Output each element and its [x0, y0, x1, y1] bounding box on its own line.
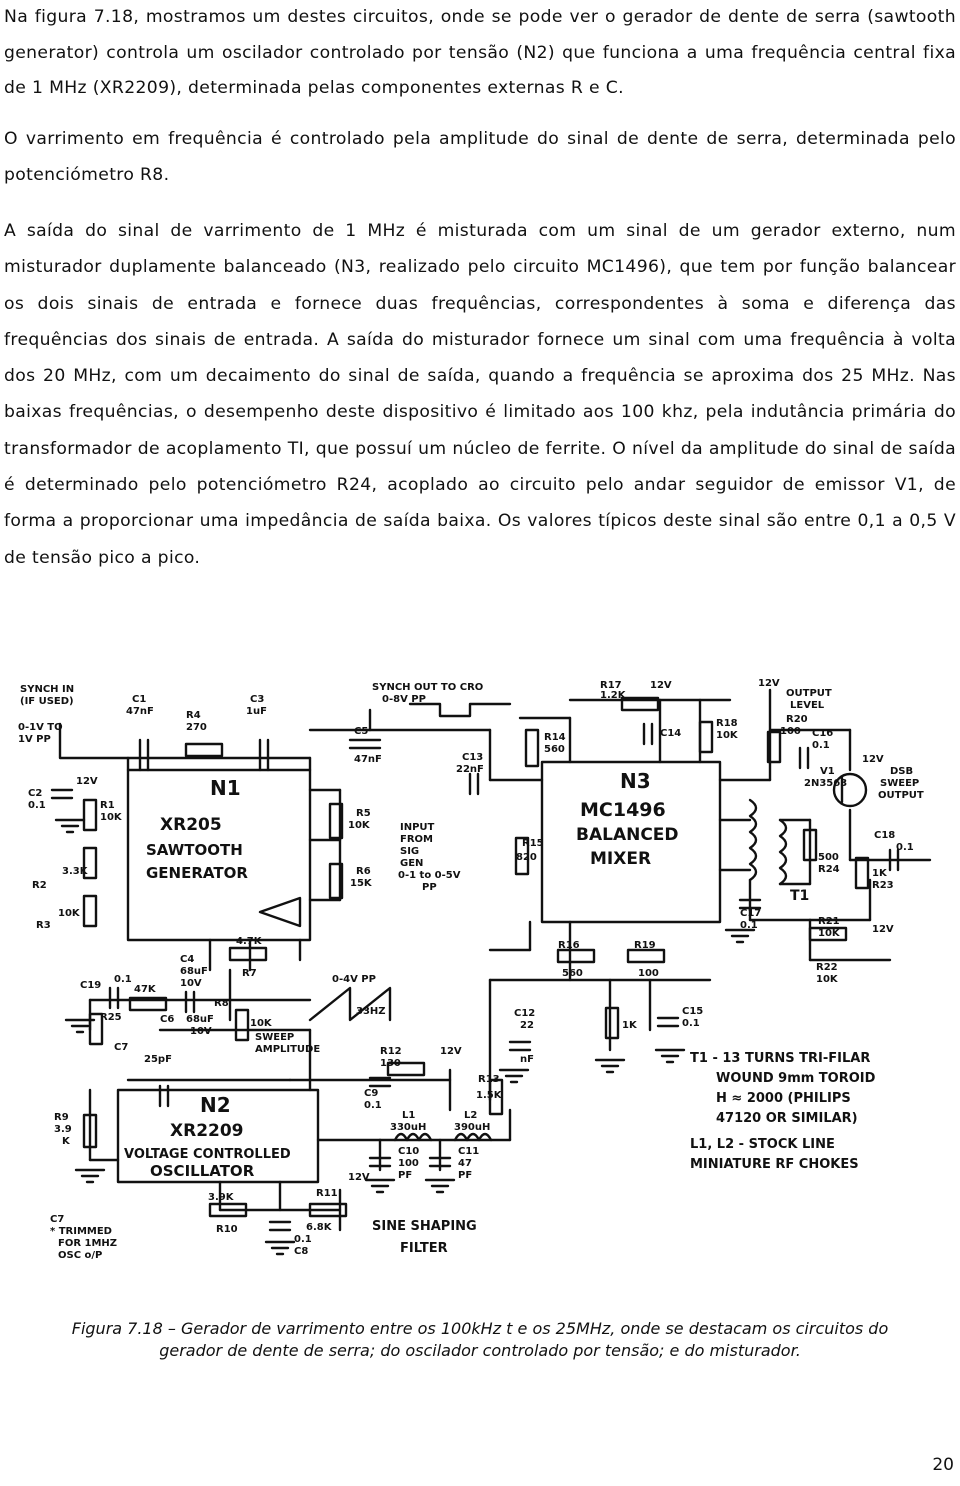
r6-label: R6	[356, 866, 371, 877]
c1-label: C1	[132, 694, 147, 705]
r5-label: R5	[356, 808, 371, 819]
c7-note-3: FOR 1MHZ	[58, 1238, 118, 1249]
supply-12v-f: 12V	[862, 754, 884, 765]
supply-12v-b: 12V	[440, 1046, 462, 1057]
c12-unit: nF	[520, 1054, 534, 1065]
c3-label: C3	[250, 694, 265, 705]
synch-in-note: (IF USED)	[20, 696, 74, 707]
t1-note-2: WOUND 9mm TOROID	[716, 1071, 876, 1086]
paragraph-sweep: O varrimento em frequência é controlado pela amplitude do sinal de dente de serra, determinada pelo potenciómetro R8.	[4, 129, 956, 185]
r1-label: R1	[100, 800, 115, 811]
c1-value: 47nF	[126, 706, 154, 717]
r4-label: R4	[186, 710, 201, 721]
r3-value: 10K	[58, 908, 80, 919]
supply-12v-g: 12V	[872, 924, 894, 935]
input-label-5: 0-1 to 0-5V	[398, 870, 461, 881]
r4-value: 270	[186, 722, 207, 733]
r10-label: R10	[216, 1224, 238, 1235]
l1-label: L1	[402, 1110, 416, 1121]
r13-value: 1.5K	[476, 1090, 502, 1101]
c11-value: 47	[458, 1158, 472, 1169]
v1-part: 2N3563	[804, 778, 848, 789]
c11-label: C11	[458, 1146, 480, 1157]
r19-label: R19	[634, 940, 656, 951]
c5-label: C5	[354, 726, 369, 737]
dsb-label-1: DSB	[890, 766, 914, 777]
r5-value: 10K	[348, 820, 370, 831]
c4-voltage: 10V	[180, 978, 202, 989]
r14-value: 560	[544, 744, 565, 755]
r20-label: R20	[786, 714, 808, 725]
n3-label: N3	[620, 769, 651, 793]
c16-value: 0.1	[812, 740, 830, 751]
r15-label: R15	[522, 838, 544, 849]
c2-label: C2	[28, 788, 43, 799]
r25-value: 47K	[134, 984, 156, 995]
r3-label: R3	[36, 920, 51, 931]
c6-label: C6	[160, 1014, 175, 1025]
r2-label: R2	[32, 880, 47, 891]
input-label-6: PP	[422, 882, 437, 893]
l2-label: L2	[464, 1110, 478, 1121]
c16-label: C16	[812, 728, 834, 739]
r13-label: R13	[478, 1074, 500, 1085]
r24-label: R24	[818, 864, 840, 875]
r23-value: 1K	[872, 868, 887, 879]
paragraph-mixer: A saída do sinal de varrimento de 1 MHz é misturada com um sinal de um gerador externo, num misturador duplamente balanceado (N3, realizado pelo circuito MC1496), que tem por função balancear os dois sinais de entrada e fornece duas frequências, correspondentes à soma e diferença das frequências dos sinais de entrada. A saída do misturador fornece um sinal com uma frequência à volta dos 20 MHz, com um decaimento do sinal de saída, quando a frequência se aproxima dos 25 MHz. Nas baixas frequências, o desempenho deste dispositivo é limitado aos 100 khz, pela indutância primária do transformador de acoplamento TI, que possuí um núcleo de ferrite. O nível da amplitude do sinal de saída é determinado pelo potenciómetro R24, acoplado ao circuito pelo andar seguidor de emissor V1, de forma a proporcionar uma impedância de saída baixa. Os valores típicos deste sinal são entre 0,1 a 0,5 V de tensão pico a pico.	[4, 221, 956, 568]
n1-func1: SAWTOOTH	[146, 841, 243, 859]
c4-value: 68uF	[180, 966, 208, 977]
c3-value: 1uF	[246, 706, 267, 717]
c10-label: C10	[398, 1146, 420, 1157]
c5-value: 47nF	[354, 754, 382, 765]
dsb-label-2: SWEEP	[880, 778, 920, 789]
c4-label: C4	[180, 954, 195, 965]
n2-func2: OSCILLATOR	[150, 1162, 255, 1180]
c19-value: 0.1	[114, 974, 132, 985]
r14-label: R14	[544, 732, 566, 743]
schematic-drawing	[10, 670, 950, 1270]
n1-func2: GENERATOR	[146, 864, 248, 882]
supply-12v-d: 12V	[650, 680, 672, 691]
r12-value: 130	[380, 1058, 401, 1069]
page-number: 20	[932, 1455, 954, 1475]
r9-value: 3.9	[54, 1124, 72, 1135]
r10-value: 3.9K	[208, 1192, 234, 1203]
sweep-amp-1: SWEEP	[255, 1032, 295, 1043]
c18-label: C18	[874, 830, 896, 841]
choke-note-2: MINIATURE RF CHOKES	[690, 1157, 859, 1172]
t1-note-4: 47120 OR SIMILAR)	[716, 1111, 858, 1126]
paragraph-intro: Na figura 7.18, mostramos um destes circuitos, onde se pode ver o gerador de dente de serra (sawtooth generator) controla um oscilador controlado por tensão (N2) que funciona a uma frequência central fixa de 1 MHz (XR2209), determinada pelas componentes externas R e C.	[4, 7, 956, 98]
output-level-1: OUTPUT	[786, 688, 832, 699]
c6-value: 68uF	[186, 1014, 214, 1025]
c7-note-1: C7	[50, 1214, 65, 1225]
n2-func1: VOLTAGE CONTROLLED	[124, 1147, 291, 1162]
supply-12v-e: 12V	[758, 678, 780, 689]
r18-label: R18	[716, 718, 738, 729]
r15-value: 820	[516, 852, 537, 863]
choke-note-1: L1, L2 - STOCK LINE	[690, 1137, 835, 1152]
c6-voltage: 10V	[190, 1026, 212, 1037]
output-level-2: LEVEL	[790, 700, 825, 711]
sawtooth-level: 0-4V PP	[332, 974, 376, 985]
r23-label: R23	[872, 880, 894, 891]
c7-label: C7	[114, 1042, 129, 1053]
n2-label: N2	[200, 1093, 231, 1117]
sweep-amp-2: AMPLITUDE	[255, 1044, 321, 1055]
n1-part: XR205	[160, 815, 222, 835]
r9-unit: K	[62, 1136, 70, 1147]
c10-unit: PF	[398, 1170, 413, 1181]
r9-label: R9	[54, 1112, 69, 1123]
c14-label: C14	[660, 728, 682, 739]
filter-label-1: SINE SHAPING	[372, 1219, 477, 1234]
c2-value: 0.1	[28, 800, 46, 811]
c15-value: 0.1	[682, 1018, 700, 1029]
c17-value: 0.1	[740, 920, 758, 931]
sawtooth-freq: 33HZ	[356, 1006, 386, 1017]
r19-value: 100	[638, 968, 659, 979]
r7-label: R7	[242, 968, 257, 979]
filter-label-2: FILTER	[400, 1241, 448, 1256]
r22-label: R22	[816, 962, 838, 973]
c8-label: C8	[294, 1246, 309, 1257]
l2-value: 390uH	[454, 1122, 491, 1133]
r16-value: 560	[562, 968, 583, 979]
c19-label: C19	[80, 980, 102, 991]
t1-note-3: H ≈ 2000 (PHILIPS	[716, 1091, 851, 1106]
r25-label: R25	[100, 1012, 122, 1023]
r18-value: 10K	[716, 730, 738, 741]
input-label-1: INPUT	[400, 822, 435, 833]
t1-label: T1	[790, 888, 810, 904]
c18-value: 0.1	[896, 842, 914, 853]
c9-label: C9	[364, 1088, 379, 1099]
c15-label: C15	[682, 1006, 704, 1017]
c10-value: 100	[398, 1158, 419, 1169]
synch-in-level-2: 1V PP	[18, 734, 51, 745]
c7-value: 25pF	[144, 1054, 172, 1065]
r-1k-value: 1K	[622, 1020, 637, 1031]
dsb-label-3: OUTPUT	[878, 790, 924, 801]
r2-value: 3.3K	[62, 866, 88, 877]
r7-value: 4.7K	[236, 936, 262, 947]
input-label-3: SIG	[400, 846, 420, 857]
c12-label: C12	[514, 1008, 536, 1019]
r24-value: 500	[818, 852, 839, 863]
caption-line-1: Figura 7.18 – Gerador de varrimento entre os 100kHz t e os 25MHz, onde se destacam os circuitos do	[71, 1319, 889, 1338]
r21-value: 10K	[818, 928, 840, 939]
synch-in-label: SYNCH IN	[20, 684, 75, 695]
n3-func2: MIXER	[590, 849, 652, 869]
r12-label: R12	[380, 1046, 402, 1057]
input-label-4: GEN	[400, 858, 424, 869]
c11-unit: PF	[458, 1170, 473, 1181]
r17-label: R17	[600, 680, 622, 691]
c12-value: 22	[520, 1020, 534, 1031]
supply-12v-a: 12V	[348, 1172, 370, 1183]
circuit-schematic	[10, 670, 950, 1270]
r8-label: R8	[214, 998, 229, 1009]
r20-value: 100	[780, 726, 801, 737]
r6-value: 15K	[350, 878, 372, 889]
v1-label: V1	[820, 766, 835, 777]
c13-label: C13	[462, 752, 484, 763]
c7-note-2: * TRIMMED	[50, 1226, 112, 1237]
r11-label: R11	[316, 1188, 338, 1199]
c7-note-4: OSC o/P	[58, 1250, 103, 1261]
c17-label: C17	[740, 908, 762, 919]
figure-caption	[20, 1318, 940, 1362]
synch-in-level-1: 0-1V TO	[18, 722, 63, 733]
n2-part: XR2209	[170, 1121, 244, 1141]
r22-value: 10K	[816, 974, 838, 985]
r17-value: 1.2K	[600, 690, 626, 701]
c8-value: 0.1	[294, 1234, 312, 1245]
supply-12v-c: 12V	[76, 776, 98, 787]
r11-value: 6.8K	[306, 1222, 332, 1233]
r8-value: 10K	[250, 1018, 272, 1029]
synch-out-level: 0-8V PP	[382, 694, 426, 705]
l1-value: 330uH	[390, 1122, 427, 1133]
r21-label: R21	[818, 916, 840, 927]
r1-value: 10K	[100, 812, 122, 823]
n3-part: MC1496	[580, 799, 666, 821]
r16-label: R16	[558, 940, 580, 951]
c9-value: 0.1	[364, 1100, 382, 1111]
synch-out-label: SYNCH OUT TO CRO	[372, 682, 484, 693]
t1-note-1: T1 - 13 TURNS TRI-FILAR	[690, 1051, 871, 1066]
input-label-2: FROM	[400, 834, 433, 845]
caption-line-2: gerador de dente de serra; do oscilador controlado por tensão; e do misturador.	[159, 1341, 801, 1360]
c13-value: 22nF	[456, 764, 484, 775]
n1-label: N1	[210, 776, 241, 800]
n3-func1: BALANCED	[576, 825, 679, 845]
